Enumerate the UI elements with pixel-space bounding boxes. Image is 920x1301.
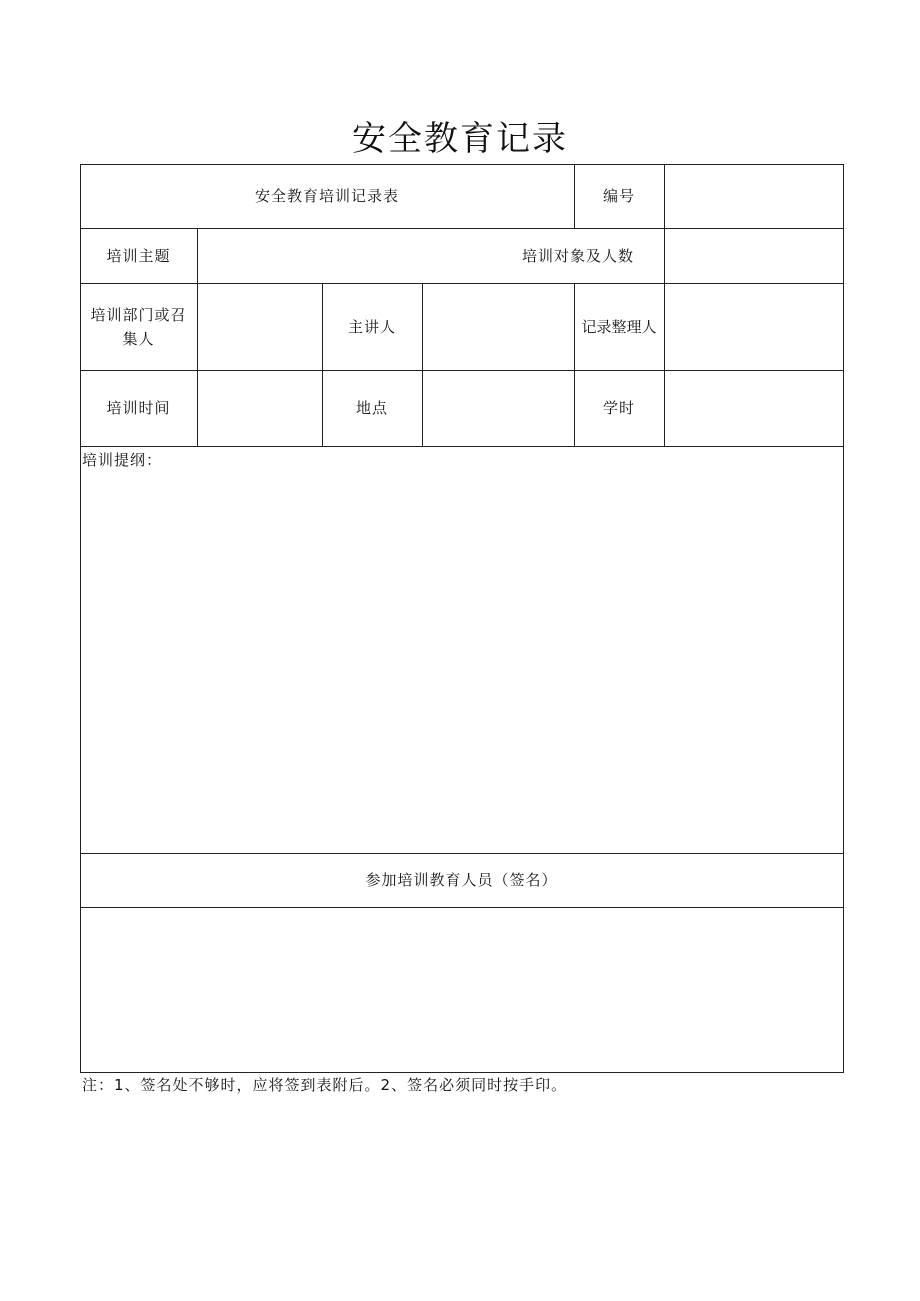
outline-label: 培训提纲： (82, 451, 163, 469)
location-field[interactable] (422, 370, 574, 446)
department-label-line2: 集人 (122, 329, 155, 348)
outline-area[interactable] (80, 446, 843, 853)
recorder-label: 记录整理人 (581, 317, 657, 336)
number-field[interactable] (664, 164, 843, 228)
location-label: 地点 (355, 399, 388, 417)
topic-field[interactable] (197, 228, 497, 283)
speaker-label: 主讲人 (347, 317, 396, 336)
recorder-field[interactable] (664, 283, 843, 370)
hours-label: 学时 (602, 399, 635, 417)
page-title: 安全教育记录 (352, 119, 568, 159)
speaker-field[interactable] (422, 283, 574, 370)
form-header-label: 安全教育培训记录表 (254, 187, 399, 205)
audience-field[interactable] (664, 228, 843, 283)
time-field[interactable] (197, 370, 322, 446)
participants-label: 参加培训教育人员（签名） (365, 871, 558, 889)
department-label-line1: 培训部门或召 (90, 305, 187, 324)
participants-signature-area[interactable] (80, 907, 843, 1072)
time-label: 培训时间 (106, 399, 171, 417)
topic-label: 培训主题 (106, 246, 171, 265)
safety-education-record-form (80, 164, 844, 1073)
number-label: 编号 (602, 187, 635, 205)
department-field[interactable] (197, 283, 322, 370)
footnote: 注：1、签名处不够时，应将签到表附后。2、签名必须同时按手印。 (82, 1076, 568, 1094)
department-label (80, 283, 197, 370)
audience-label: 培训对象及人数 (521, 246, 634, 265)
form-border-right (843, 164, 844, 1073)
hours-field[interactable] (664, 370, 843, 446)
